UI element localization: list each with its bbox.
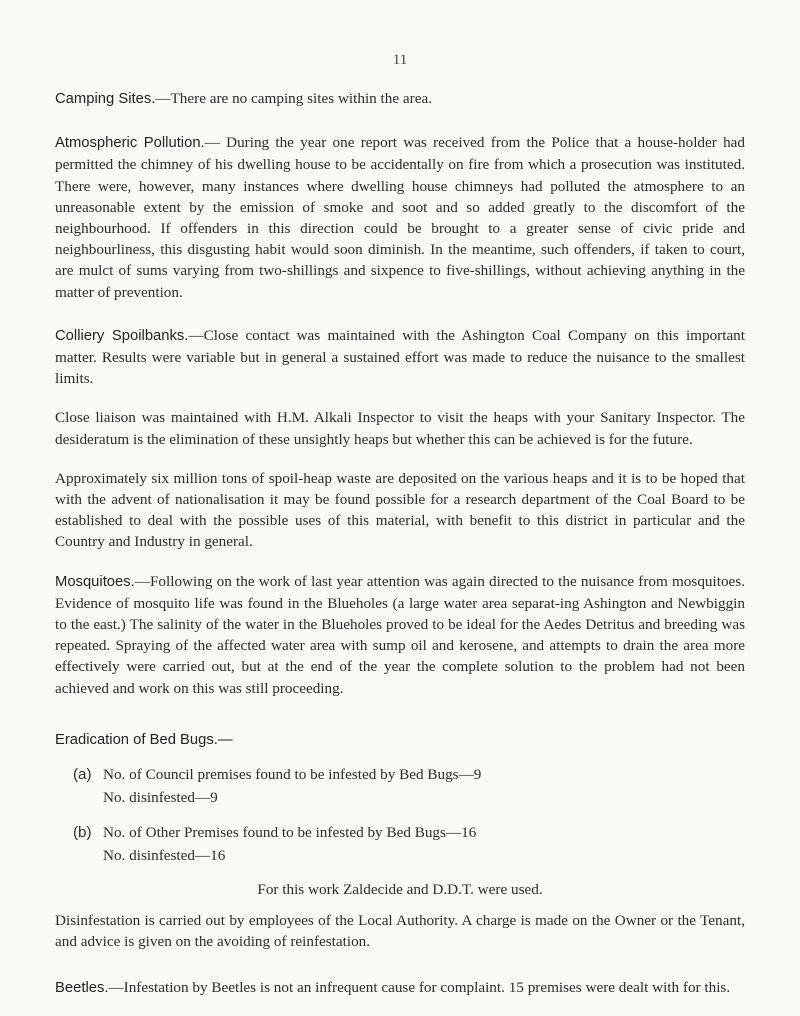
camping-text: —There are no camping sites within the area.: [155, 90, 432, 107]
bedbugs-a-line1: No. of Council premises found to be infested by Bed Bugs—9: [103, 766, 482, 784]
colliery-section: [55, 325, 745, 390]
mosquitoes-heading: Mosquitoes.: [55, 573, 135, 590]
colliery-paragraph-2: Close liaison was maintained with H.M. Alkali Inspector to visit the heaps with your Sanitary Inspector. The desideratum is the elimination of these unsightly heaps but whether this can be achieved is for the future.: [55, 409, 745, 448]
atmospheric-heading: Atmospheric Pollution.: [55, 135, 205, 152]
colliery-text: —Close contact was maintained with the Ashington Coal Company on this important matter. Results were variable but in general a sustained effort was made to reduce the nuisance to the smallest limits.: [55, 326, 745, 388]
atmospheric-text: — During the year one report was received from the Police that a house-holder had permitted the chimney of his dwelling house to be accidentally on fire from which a prosecution was instituted. There were, however, many instances where dwelling house chimneys had polluted the atmosphere to an unreasonable extent by the emission of smoke and soot and so added greatly to the discomfort of the neighbourhood. If offenders in this direction could be brought to a greater sense of civic pride and neighbourliness, this disgusting habit would soon diminish. In the meantime, such offenders, if taken to court, are mulct of sums varying from two-shillings and sixpence to five-shillings, without achieving anything in the matter of prevention.: [55, 134, 745, 301]
bedbugs-a-line2: No. disinfested—9: [103, 789, 218, 807]
bedbugs-heading: Eradication of Bed Bugs.—: [55, 731, 233, 748]
page-body: [55, 52, 745, 999]
bedbugs-used: For this work Zaldecide and D.D.T. were used.: [257, 881, 543, 899]
mosquitoes-text: —Following on the work of last year attention was again directed to the nuisance from mosquitoes. Evidence of mosquito life was found in the Blueholes (a large water area separat-ing Ashington and Newbiggin to the east.) The salinity of the water in the Blueholes proved to be ideal for the Aedes Detritus and breeding was repeated. Spraying of the affected water area with sump oil and kerosene, and attempts to drain the area more effectively were carried out, but at the end of the year the complete solution to the problem had not been achieved and work on this was still proceeding.: [55, 572, 745, 697]
page-number: 11: [392, 52, 408, 68]
colliery-heading: Colliery Spoilbanks.: [55, 327, 189, 344]
mosquitoes-section: [55, 571, 745, 699]
beetles-text: —Infestation by Beetles is not an infrequent cause for complaint. 15 premises were dealt with for this.: [108, 978, 731, 996]
bedbugs-b-line1: No. of Other Premises found to be infested by Bed Bugs—16: [103, 824, 477, 842]
beetles-heading: Beetles.: [55, 979, 109, 996]
atmospheric-section: [55, 132, 745, 303]
bedbugs-disinfestation: Disinfestation is carried out by employees of the Local Authority. A charge is made on the Owner or the Tenant, and advice is given on the avoiding of reinfestation.: [55, 912, 745, 951]
bedbugs-b-line2: No. disinfested—16: [103, 847, 226, 865]
camping-section: [55, 88, 745, 110]
beetles-section: [55, 977, 745, 999]
bedbugs-list-b: [73, 821, 745, 867]
bedbugs-a-label: (a): [73, 766, 92, 784]
bedbugs-heading-line: [55, 729, 745, 751]
bedbugs-list-a: [73, 763, 745, 809]
colliery-paragraph-3: Approximately six million tons of spoil-heap waste are deposited on the various heaps and it is to be hoped that with the advent of nationalisation it may be found possible for a research department of the Coal Board to be established to deal with the possible uses of this material, with benefit to this district in particular and the Country and Industry in general.: [55, 469, 745, 551]
camping-heading: Camping Sites.: [55, 91, 156, 107]
bedbugs-b-label: (b): [73, 824, 92, 842]
